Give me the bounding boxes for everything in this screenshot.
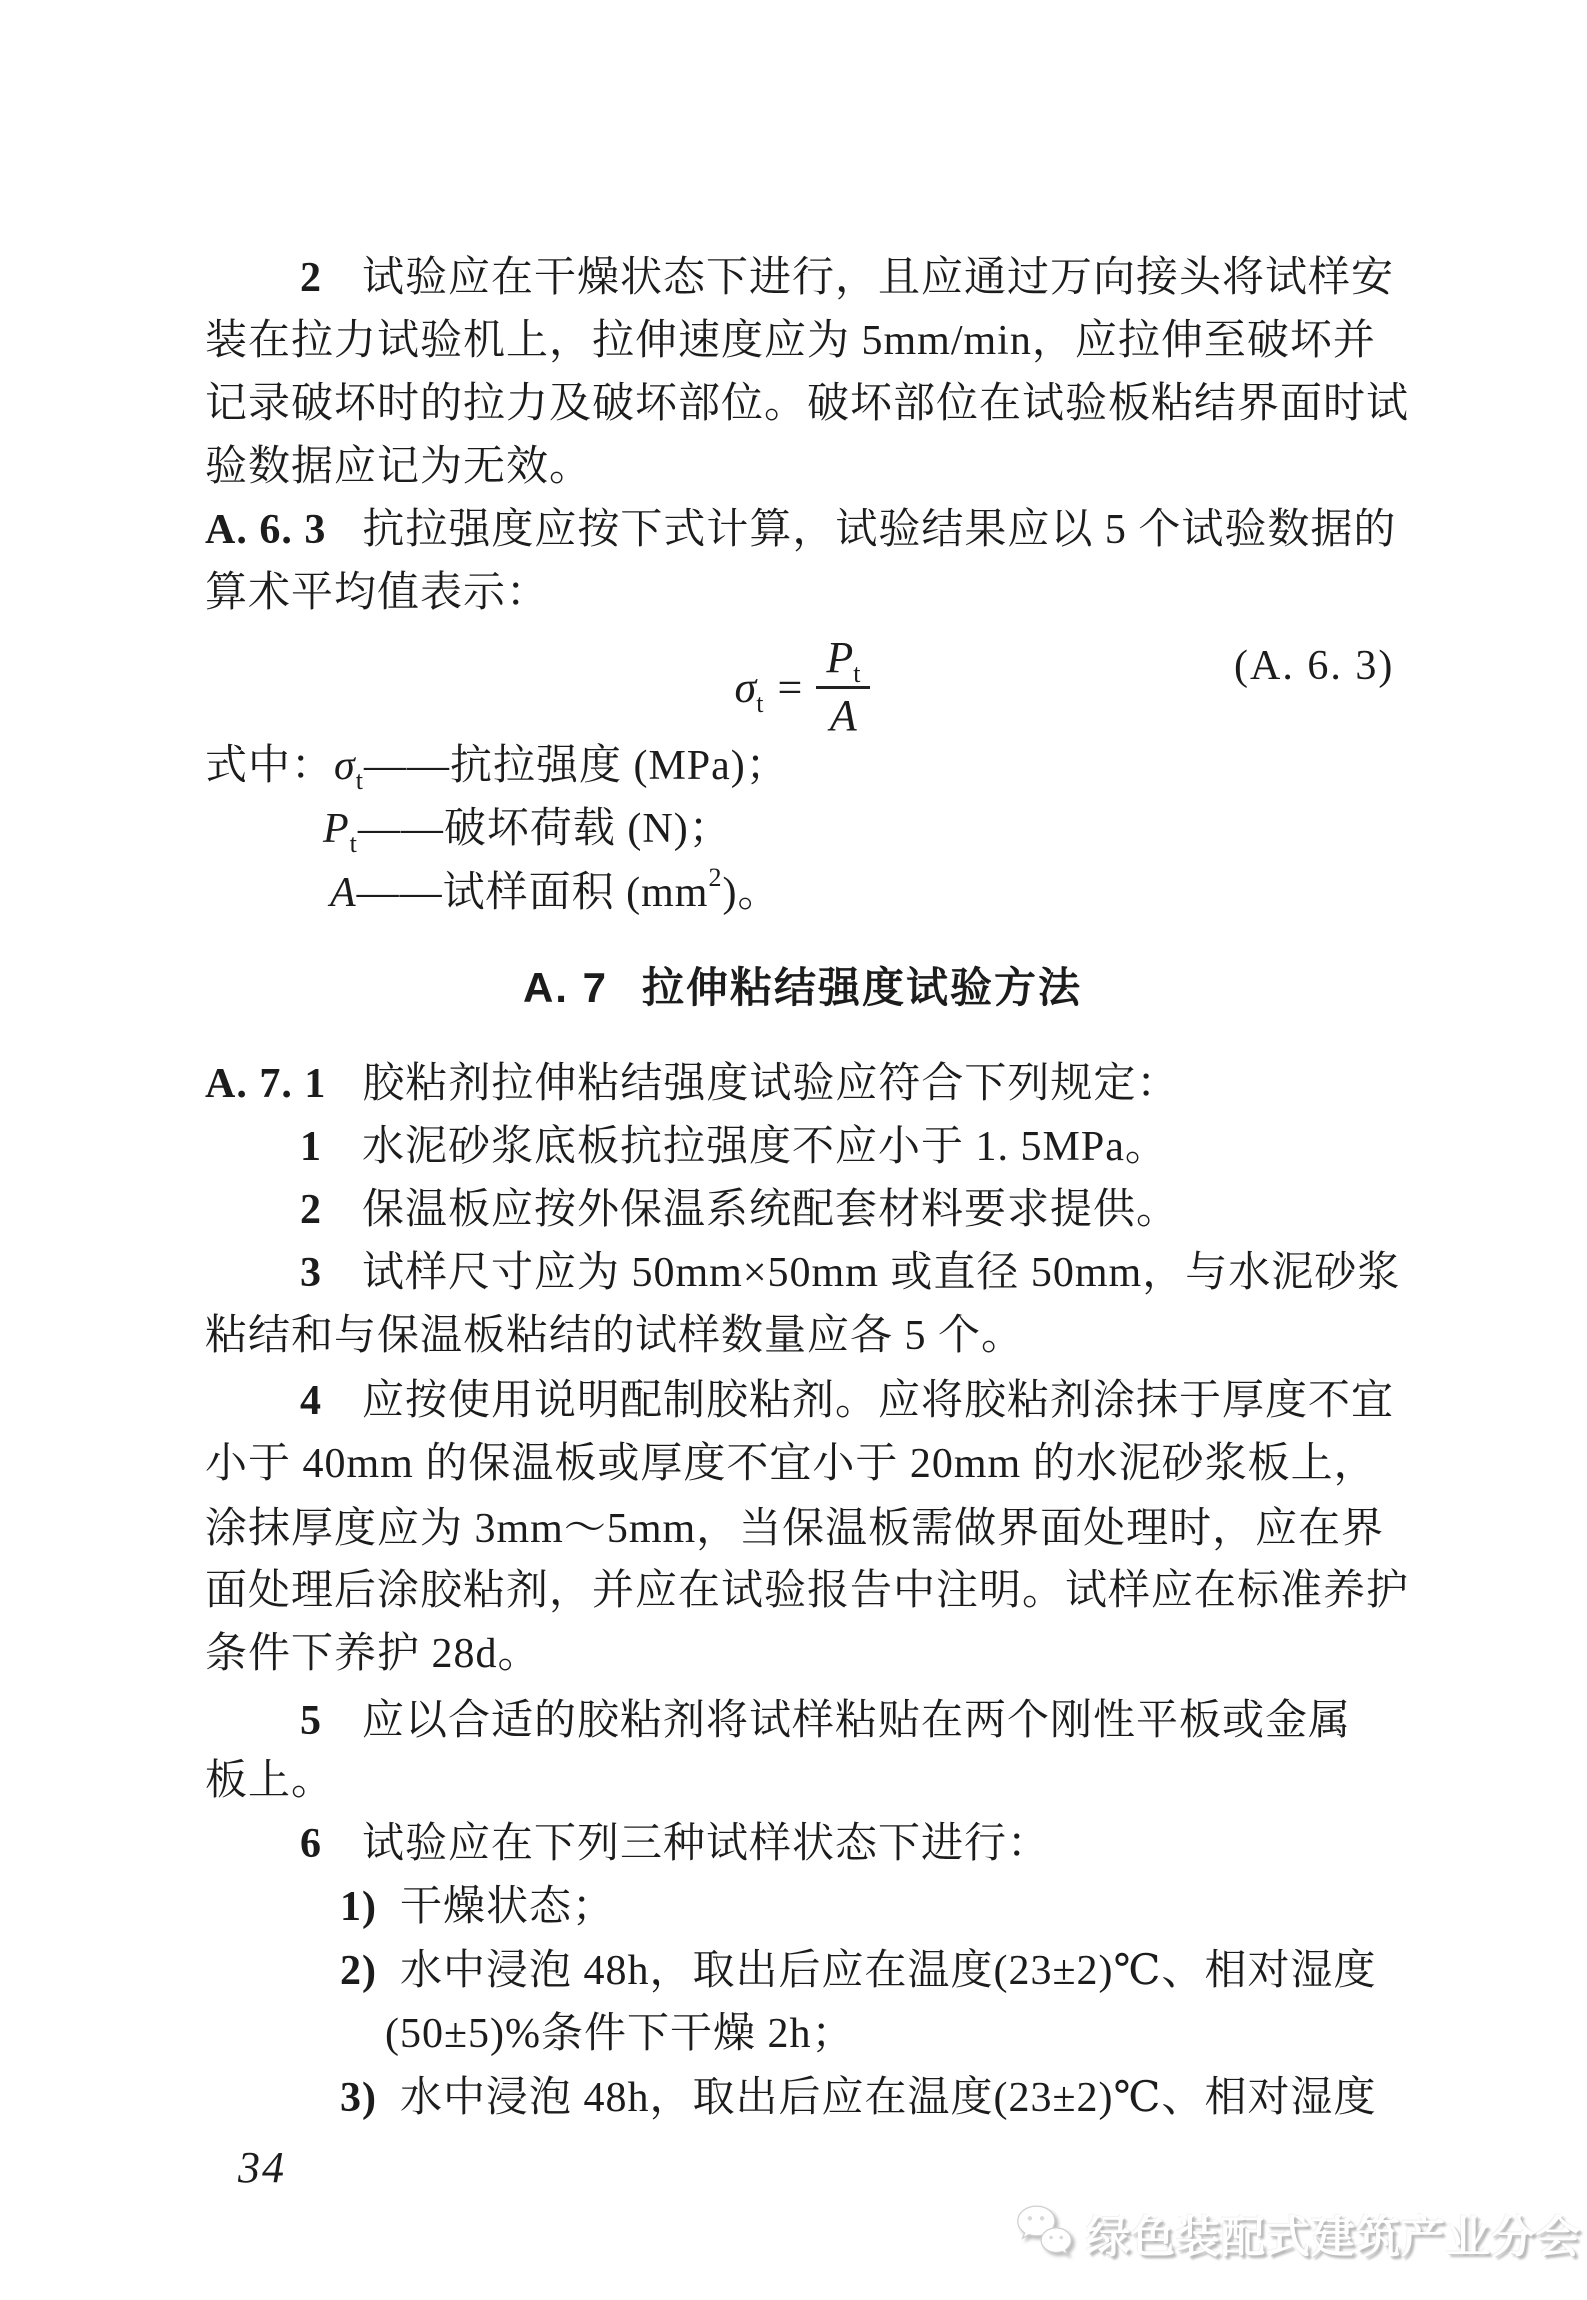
item4-line5: 条件下养护 28d。 [205,1631,541,1677]
section-heading-title: 拉伸粘结强度试验方法 [642,964,1083,1011]
where-line-p [323,798,1583,861]
where-a: A [330,870,357,916]
item4-line4: 面处理后涂胶粘剂，并应在试验报告中注明。试样应在标准养护 [205,1568,1410,1614]
subitem1-text: 干燥状态； [400,1884,616,1930]
clause2-line4: 验数据应记为无效。 [205,444,593,490]
clause2-line3: 记录破坏时的拉力及破坏部位。破坏部位在试验板粘结界面时试 [205,381,1410,427]
footer-watermark [1012,2198,1581,2268]
formula-p: P [826,632,854,682]
formula-lhs [734,662,764,718]
subitem2-text1: 水中浸泡 48h，取出后应在温度(23±2)℃、相对湿度 [400,1948,1377,1994]
item2-line [300,1179,1560,1242]
where-a-sup: 2 [708,863,723,892]
wechat-icon [1012,2201,1076,2265]
where-sigma: σ [334,743,356,789]
section-heading-number: A. 7 [522,964,608,1011]
where-p: P [323,806,350,852]
clause-a71-text: 胶粘剂拉伸粘结强度试验应符合下列规定： [362,1061,1180,1107]
clause2-line1 [300,247,1560,310]
where-a-desc-post: )。 [722,870,781,916]
where-p-sub: t [349,829,358,858]
clause-a63-line1 [205,499,1465,562]
subitem2-number: 2) [340,1948,377,1994]
section-heading-a7 [205,956,1400,1019]
item5-line1 [300,1690,1560,1753]
subitem3-line1 [340,2067,1587,2130]
subitem3-number: 3) [340,2075,377,2121]
where-a-symbol [330,862,357,925]
clause-a63-number: A. 6. 3 [205,507,327,553]
formula-p-sub: t [853,658,861,688]
item6-number: 6 [300,1821,322,1867]
where-sigma-desc: ——抗拉强度 (MPa)； [363,743,789,789]
item5-line2: 板上。 [205,1758,335,1804]
clause2-number: 2 [300,255,322,301]
page-number: 34 [238,2143,286,2192]
item4-line3: 涂抹厚度应为 3mm～5mm，当保温板需做界面处理时，应在界 [205,1506,1385,1552]
where-line-a [330,862,1587,925]
item1-text: 水泥砂浆底板抗拉强度不应小于 1. 5MPa。 [362,1124,1168,1170]
formula-numerator [816,633,870,689]
item3-text1: 试样尺寸应为 50mm×50mm 或直径 50mm，与水泥砂浆 [362,1250,1401,1296]
where-line-sigma [205,735,1465,798]
clause-a71-number: A. 7. 1 [205,1061,327,1107]
item5-number: 5 [300,1698,322,1744]
clause-a71-line [205,1053,1465,1116]
where-p-desc: ——破坏荷载 (N)； [357,806,732,852]
item6-line [300,1813,1560,1876]
item4-text1: 应按使用说明配制胶粘剂。应将胶粘剂涂抹于厚度不宜 [362,1378,1395,1424]
where-sigma-symbol [334,735,364,798]
subitem2-line2: (50±5)%条件下干燥 2h； [385,2011,855,2057]
item4-line1 [300,1370,1560,1433]
item1-line [300,1116,1560,1179]
formula-denominator [830,689,857,742]
item3-line1 [300,1242,1560,1305]
item3-line2: 粘结和与保温板粘结的试样数量应各 5 个。 [205,1313,1025,1359]
clause2-text1: 试验应在干燥状态下进行，且应通过万向接头将试样安 [362,255,1395,301]
clause-a63-text1: 抗拉强度应按下式计算，试验结果应以 5 个试验数据的 [362,507,1397,553]
formula-a: A [829,690,857,740]
item4-number: 4 [300,1378,322,1424]
formula-sigma: σ [734,662,757,712]
clause-a63-line2: 算术平均值表示： [205,570,550,616]
where-p-symbol [323,798,358,861]
item4-line2: 小于 40mm 的保温板或厚度不宜小于 20mm 的水泥砂浆板上， [205,1441,1377,1487]
formula-equation-label: (A. 6. 3) [1234,643,1395,689]
item1-number: 1 [300,1124,322,1170]
item5-text1: 应以合适的胶粘剂将试样粘贴在两个刚性平板或金属 [362,1698,1352,1744]
item2-number: 2 [300,1187,322,1233]
formula-fraction [816,633,870,741]
item2-text: 保温板应按外保温系统配套材料要求提供。 [362,1187,1180,1233]
formula-equals: = [777,662,803,712]
subitem1-number: 1) [340,1884,377,1930]
where-sigma-sub: t [355,766,364,795]
clause2-line2: 装在拉力试验机上，拉伸速度应为 5mm/min，应拉伸至破坏并 [205,318,1376,364]
subitem3-text1: 水中浸泡 48h，取出后应在温度(23±2)℃、相对湿度 [400,2075,1377,2121]
subitem2-line1 [340,1940,1587,2003]
item6-text: 试验应在下列三种试样状态下进行： [362,1821,1051,1867]
subitem1-line [340,1876,1587,1939]
formula-sigma-sub: t [756,688,764,718]
where-lead: 式中： [205,743,335,789]
footer-brand-text: 绿色装配式建筑产业分会 [1086,2213,1581,2262]
where-a-desc-pre: ——试样面积 (mm [356,870,709,916]
item3-number: 3 [300,1250,322,1296]
